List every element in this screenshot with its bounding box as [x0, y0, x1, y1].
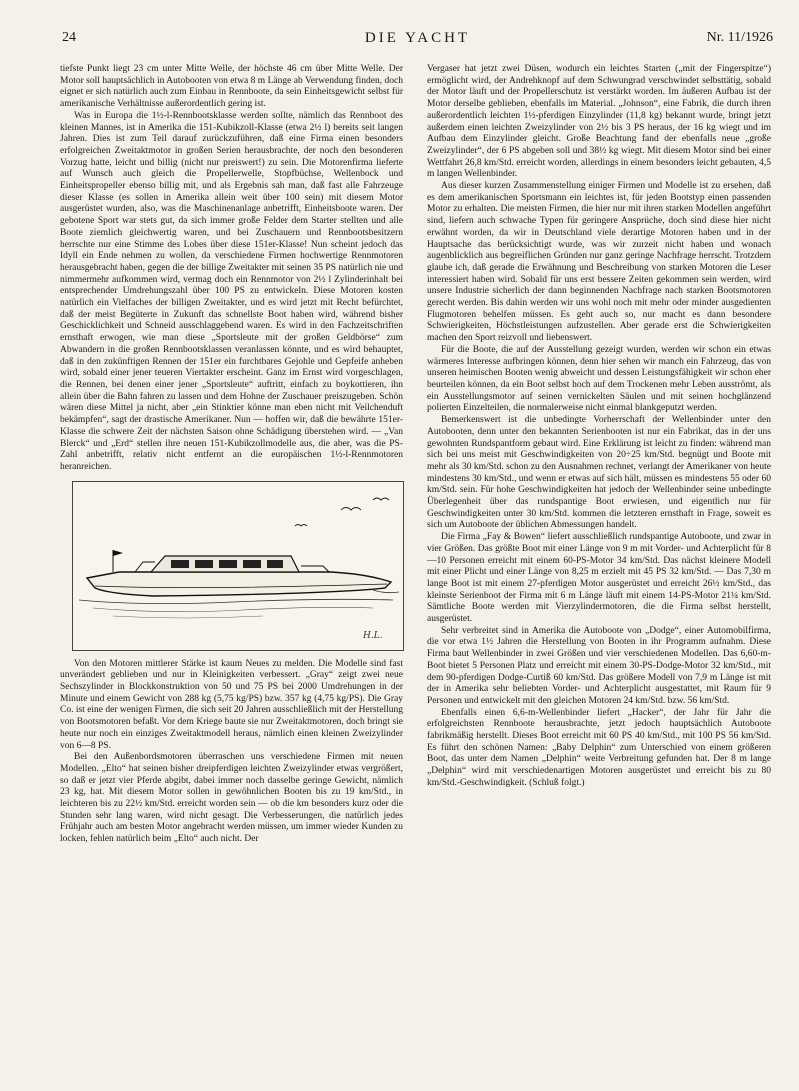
- gull-icon: [295, 524, 307, 526]
- paragraph: Von den Motoren mittlerer Stärke ist kaum Neues zu melden. Die Modelle sind fast unverändert geblieben und nur in Kleinigkeiten verbessert. „Gray“ zeigt zwei neue Sechszylinder in Blockkonstruktion von 50 und 75 PS bei 2000 Umdrehungen in der Minute und einem Gewicht von 288 kg (5,75 kg/PS) bzw. 357 kg (4,75 kg/PS). Die Gray Co. ist eine der wenigen Firmen, die sich seit 20 Jahren ausschließlich mit der Herstellung von Bootsmotoren befaßt. Vor dem Kriege baute sie nur Zweitaktmotoren, doch bringt sie heute nur noch ein einziges Zweitaktmodell heraus, nämlich einen kleinen Zweizylinder von 6—8 PS.: [60, 658, 403, 751]
- issue-number: Nr. 11/1926: [706, 30, 773, 45]
- paragraph: Für die Boote, die auf der Ausstellung gezeigt wurden, werden wir schon ein etwas wärmeres Interesse aufbringen können, denn hier sehen wir manch ein Fahrzeug, das von unseren heimischen Booten wenig abweicht und dessen Leistungsfähigkeit wir schon eher beurteilen können, da ein Boot selbst hoch auf dem Trockenen mehr Leben ausströmt, als ein Ausstellungsmotor auf seinen vernickelten Säulen und mit seinen hochglänzend polierten Einzelteilen, die normalerweise nicht einmal blankgeputzt werden.: [427, 344, 771, 414]
- paragraph: Sehr verbreitet sind in Amerika die Autoboote von „Dodge“, einer Automobilfirma, die vor etwa 1½ Jahren die Herstellung von Booten in ihr Programm aufnahm. Diese Firma baut Wellenbinder in zwei Größen und vier verschiedenen Modellen. Das 6,60-m-Boot bietet 5 Personen Platz und erreicht mit einem 30-PS-Dodge-Motor 32 km/Std., mit dem 90-pferdigen Dodge-Curtiß 60 km/Std. Das größere Modell von 7,9 m Länge ist mit der in Amerika sehr beliebten Vorder- und Achterplicht ausgestattet, mit Raum für 9 Personen und entwickelt mit den gleichen Motoren 24 km/Std. bzw. 56 km/Std.: [427, 625, 771, 706]
- artist-signature: H.L.: [363, 630, 383, 641]
- right-column: [427, 64, 771, 790]
- left-column: [60, 64, 403, 846]
- gull-icon: [373, 498, 389, 500]
- paragraph: Bemerkenswert ist die unbedingte Vorherrschaft der Wellenbinder unter den Autobooten, denn unter den bekannten Serienbooten ist nur ein Fabrikat, das in der uns gewohnten Rundspantform gebaut wird. Eine Erklärung ist leicht zu finden: während man sich bei uns meist mit Geschwindigkeiten von 20÷25 km/Std. begnügt und Boote mit mehr als 30 km/Std. schon zu den Ausnahmen rechnet, verlangt der Amerikaner von heute mindestens 30 km/Std., und wenn er etwas auf sich hält, müssen es mindestens 55 oder 60 km/Std. sein. Für hohe Geschwindigkeiten hat jedoch der Wellenbinder seine unbedingte Überlegenheit über das rundspantige Boot erwiesen, und eigentlich nur für Geschwindigkeiten unter 30 km/Std. kommen die letzteren ernsthaft in Frage, soweit es sich um Autoboote der üblichen Abmessungen handelt.: [427, 415, 771, 531]
- magazine-title: DIE YACHT: [364, 30, 471, 46]
- page-number: 24: [62, 30, 76, 45]
- paragraph: Ebenfalls einen 6,6-m-Wellenbinder liefert „Hacker“, der Jahr für Jahr die erfolgreichsten Rennboote herausbrachte, jetzt jedoch hauptsächlich Autoboote fabrikmäßig herstellt. Dieses Boot erreicht mit 60 PS 40 km/Std., mit 100 PS 56 km/Std. Es führt den schönen Namen: „Baby Delphin“ zum Unterschied von einem größeren Boot, das unter dem Namen „Delphin“ weite Verbreitung gefunden hat. Der 8 m lange „Delphin“ wird mit verschiedenartigen Motoren ausgerüstet und erreicht bis zu 80 km/Std.-Geschwindigkeit. (Schluß folgt.): [427, 707, 771, 788]
- paragraph: Die Firma „Fay & Bowen“ liefert ausschließlich rundspantige Autoboote, und zwar in vier Größen. Das größte Boot mit einer Länge von 9 m mit Vorder- und Achterplicht für 8—10 Personen erreicht mit einem 60-PS-Motor 34 km/Std. Das nächst kleinere Modell mit einer Plicht und einer Länge von 8,25 m erzielt mit 45 PS 32 km/Std. — Das 7,30 m lange Boot ist mit einem 27-pferdigen Motor ausgerüstet und erreicht 26½ km/Std., das kleinste Serienboot der Firma mit 6 m Länge läuft mit einem 14-PS-Motor 21¼ km/Std. Sämtliche Boote werden mit Vierzylindermotoren, die die Firma selbst herstellt, ausgerüstet.: [427, 532, 771, 625]
- paragraph: Aus dieser kurzen Zusammenstellung einiger Firmen und Modelle ist zu ersehen, daß es dem amerikanischen Sportsmann ein leichtes ist, für jeden Bootstyp einen passenden Motor zu erhalten. Die meisten Firmen, die hier nur mit ihren starken Modellen angeführt sind, liefern auch schwache Typen für geringere Ansprüche, doch sind diese hier nicht erwähnt worden, da wir in Deutschland viele derartige Motoren haben und in der Hauptsache das berücksichtigt wurde, was wir zurzeit nicht haben und wonach augenblicklich aus begreiflichen Gründen nur ganz geringe Nachfrage herrscht. Trotzdem glaube ich, daß gerade die Erwähnung und Beschreibung von starken Motoren die Leser interessiert haben wird. Sobald für uns erst bessere Zeiten gekommen sein werden, wird unsere Industrie sicherlich der dann beginnenden Nachfrage nach starken Bootsmotoren gerecht werden. Bis dahin werden wir uns wohl noch mit mehr oder minder ausgedienten Flugmotoren behelfen müssen. Es geht auch so, nur macht es dann besondere Schwierigkeiten, Höchstleistungen aufzustellen. Aber gerade erst die Schwierigkeiten machen den Sport reizvoll und liebenswert.: [427, 181, 771, 344]
- gull-icon: [341, 507, 361, 510]
- paragraph: Was in Europa die 1½-l-Rennbootsklasse werden sollte, nämlich das Rennboot des kleinen Mannes, ist in Amerika die 151-Kubikzoll-Klasse (etwa 2½ l) bereits seit langen Jahren. Dies ist zum Teil darauf zurückzuführen, daß eine Firma einen besonders erfolgreichen Zweitaktmotor in großen Serien herausbrachte, der noch den besonderen Vorzug hatte, leicht und billig (nicht nur preiswert!) zu sein. Die Motorenfirma lieferte auf Wunsch auch gleich die Propellerwelle, Stopfbüchse, Wellenbock und Einheitspropeller ebenso billig mit, und als Ergebnis sah man, daß fast alle Fahrzeuge dieser Klasse (es sollen in Amerika allein weit über 100 sein) mit diesem Motor ausgerüstet wurden, also, was die Maschinenanlage anbetrifft, Einheitsboote waren. Der gebotene Sport war stets gut, da sich immer große Felder dem Starter stellten und alle Boote ziemlich gleichwertig waren, und bei Zuschauern und Rennbootsbesitzern herrschte nur eine Stimme des Lobes über diese 151er-Klasse! Nun scheint jedoch das Idyll ein Ende nehmen zu wollen, da verschiedene Firmen hochwertige Rennmotoren herausgebracht haben, gegen die der billige Zweitakter mit seinen 35 PS natürlich nie und nimmermehr aufkommen wird, vermag doch ein Rennmotor von 2½ l Zylinderinhalt bei entsprechender Umdrehungszahl über 100 PS zu entwickeln. Diese Motoren kosten natürlich ein Vielfaches der billigen Zweitakter, und es wird jetzt mit Recht befürchtet, daß der meist Begüterte in Zukunft das schnellste Boot haben wird, während bisher Geschicklichkeit und Schneid ausschlaggebend waren. Es wird in den Fachzeitschriften ernsthaft erwogen, wie man diese „Sportsleute mit der großen Geldbörse“ zum Abwandern in die großen Rennbootsklassen veranlassen könnte, und es wird behauptet, daß in den zukünftigen Rennen der 151er ein furchtbares Gejohle und Gepfeife anheben wird, sobald einer jener teueren Viertakter erscheint. Ganz im Ernst wird vorgeschlagen, die Rennen, bei denen einer jener „Sportsleute“ auftritt, einfach zu boykottieren, ihn allein über die Bahn fahren zu lassen und dem Hohne der Zuschauer preiszugeben. Schön wären diese Mittel ja nicht, aber „ein Stinktier könne man eben nicht mit Veilchenduft bekämpfen“, sagt der drastische Amerikaner. Nun — hoffen wir, daß die bewährte 151er-Klasse die schwere Zeit der nächsten Saison ohne Schädigung überstehen wird. — „Van Blerck“ und „Erd“ stellen ihre neuen 151-Kubikzollmodelle aus, die aber, was die PS-Zahl anbetrifft, relativ nicht entfernt an die europäischen 1½-l-Rennmotoren heranreichen.: [60, 110, 403, 472]
- paragraph: Bei den Außenbordsmotoren überraschen uns verschiedene Firmen mit neuen Modellen. „Elto“ hat seinen bisher dreipferdigen leichten Zweizylinder etwas vergrößert, so daß er jetzt vier Pferde abgibt, dabei immer noch dasselbe geringe Gewicht, nämlich 23 kg, hat. Mit diesem Motor sollen in gewöhnlichen Booten bis zu 19 km/Std., in leichteren bis zu 22½ km/Std. erreicht worden sein — ob die km besonders kurz oder die Stunden sehr lang waren, wird nicht gesagt. Die Verbesserungen, die natürlich jedes Frühjahr auch am besten Motor angebracht werden müssen, um immer wieder Kunden zu locken, fehlen natürlich beim „Elto“ auch nicht. Der: [60, 752, 403, 845]
- paragraph: Vergaser hat jetzt zwei Düsen, wodurch ein leichtes Starten („mit der Fingerspitze“) ermöglicht wird, der Andrehknopf auf dem Schwungrad verschwindet selbsttätig, sobald der Motor läuft und der Propellerschutz ist verstärkt worden. Im äußeren Aufbau ist der Motor derselbe geblieben, ebenfalls im Material. „Johnson“, eine Fabrik, die durch ihren außerordentlich leichten 1½-pferdigen Einzylinder (11,8 kg) bekannt wurde, bringt jetzt außerdem einen leichten Zweizylinder von 2½ bis 3 PS heraus, der 16 kg wiegt und im Aufbau dem Einzylinder gleicht. Große Beachtung fand der ebenfalls neue „große Zweizylinder“, der 6 PS abgeben soll und 38½ kg wiegt. Mit diesem Motor sind bei einer Wettfahrt 26,8 km/Std. erreicht worden, allerdings in einem besonders leicht gebauten, 4,5 m langen Wellenbinder.: [427, 64, 771, 180]
- paragraph: tiefste Punkt liegt 23 cm unter Mitte Welle, der höchste 46 cm über Mitte Welle. Der Motor soll hauptsächlich in Autobooten von etwa 8 m Länge ab Verwendung finden, doch eignet er sich natürlich auch zum Einbau in Rennboote, da sein Einheitsgewicht selbst für amerikanische Verhältnisse außerordentlich gering ist.: [60, 64, 403, 110]
- motorboat-drawing: [73, 482, 403, 650]
- boat-illustration: [72, 481, 404, 651]
- page-header: [62, 30, 773, 52]
- hull: [87, 572, 391, 596]
